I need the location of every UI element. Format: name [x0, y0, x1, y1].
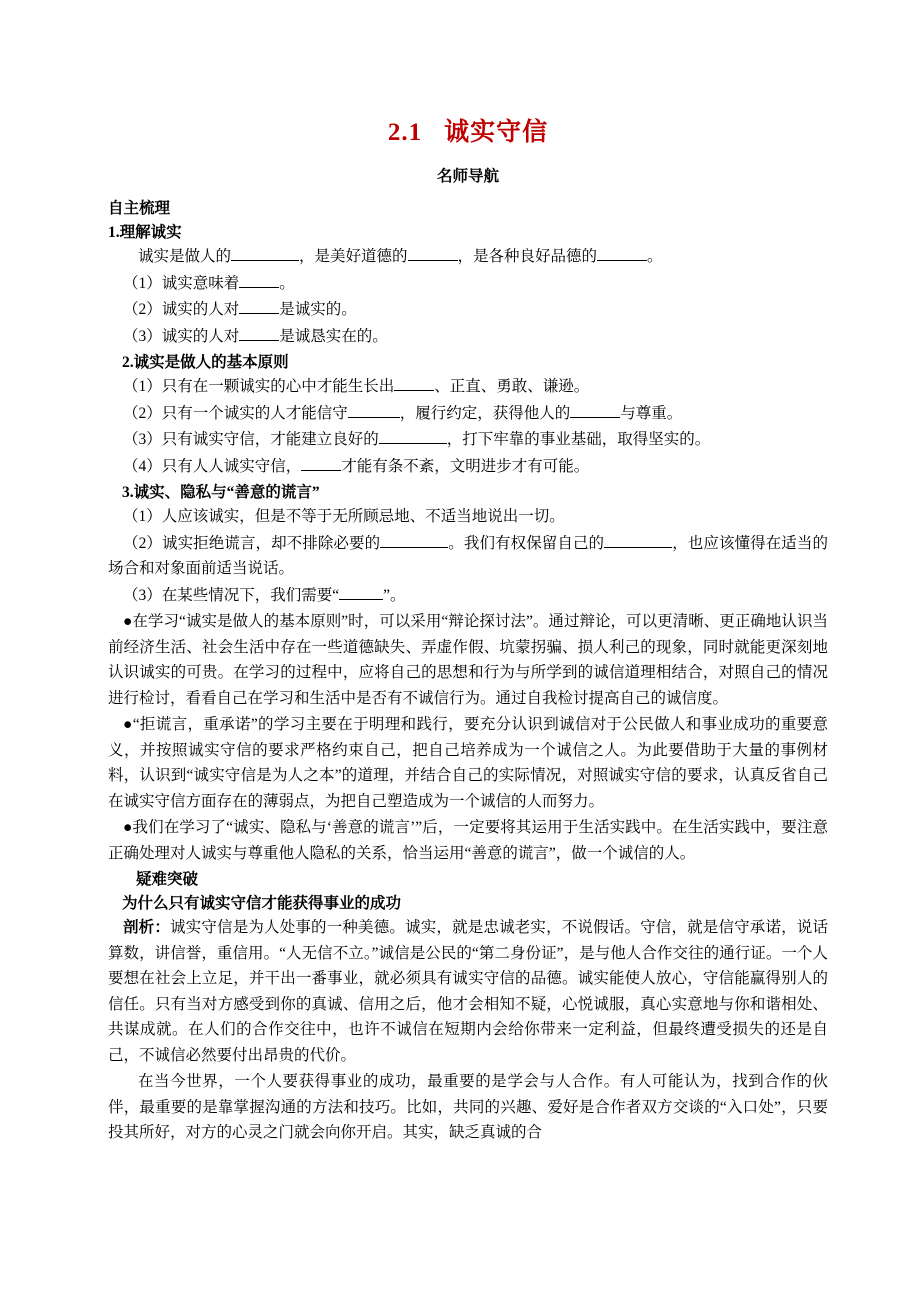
para-analysis-2: 在当今世界，一个人要获得事业的成功，最重要的是学会与人合作。有人可能认为，找到合作的伙伴，最重要的是靠掌握沟通的方法和技巧。比如，共同的兴趣、爱好是合作者双方交谈的“入口处”，只要投其所好，对方的心灵之门就会向你开启。其实，缺乏真诚的合 [108, 1073, 828, 1141]
title-number: 2.1 [387, 119, 423, 146]
para-honesty-2: （2）诚实的人对 是诚实的。 [123, 301, 357, 318]
blank-field[interactable] [408, 260, 458, 261]
para-bullet-3: ●我们在学习了“诚实、隐私与‘善意的谎言’”后，一定要将其运用于生活实践中。在生活实践中，要注意正确处理对人诚实与尊重他人隐私的关系，恰当运用“善意的谎言”，做一个诚信的人。 [108, 819, 828, 862]
heading-understand-honesty: 1.理解诚实 [108, 224, 182, 241]
title-text: 诚实守信 [444, 119, 549, 146]
para-principle-1: （1）只有在一颗诚实的心中才能生长出 、正直、勇敢、谦逊。 [123, 378, 590, 395]
blank-field[interactable] [394, 390, 434, 391]
para-bullet-2: ●“拒谎言，重承诺”的学习主要在于明理和践行，要充分认识到诚信对于公民做人和事业成功的重要意义，并按照诚实守信的要求严格约束自己，把自己培养成为一个诚信之人。为此要借助于大量的事例材料，认识到“诚实守信是为人之本”的道理，并结合自己的实际情况，对照诚实守信的要求，认真反省自己在诚实守信方面存在的薄弱点，为把自己塑造成为一个诚信的人而努力。 [108, 716, 828, 810]
blank-field[interactable] [239, 340, 279, 341]
para-principle-2: （2）只有一个诚实的人才能信守 ，履行约定，获得他人的 与尊重。 [123, 404, 683, 422]
heading-privacy-lies: 3.诚实、隐私与“善意的谎言” [122, 484, 320, 501]
page-title [108, 112, 828, 148]
para-privacy-2: （2）诚实拒绝谎言，却不排除必要的 。我们有权保留自己的 ，也应该懂得在适当的场合和对象面前适当说话。 [108, 534, 828, 577]
blank-field[interactable] [301, 470, 341, 471]
blank-field[interactable] [239, 287, 279, 288]
para-bullet-1: ●在学习“诚实是做人的基本原则”时，可以采用“辩论探讨法”。通过辩论，可以更清晰、更正确地认识当前经济生活、社会生活中存在一些道德缺失、弄虚作假、坑蒙拐骗、损人利己的现象，同时就能更深刻地认识诚实的可贵。在学习的过程中，应将自己的思想和行为与所学到的诚信道理相结合，对照自己的情况进行检讨，看看自己在学习和生活中是否有不诚信行为。通过自我检讨提高自己的诚信度。 [108, 613, 828, 707]
heading-self-study: 自主梳理 [108, 200, 171, 217]
para-privacy-1: （1）人应该诚实，但是不等于无所顾忌地、不适当地说出一切。 [123, 508, 565, 525]
heading-why-success: 为什么只有诚实守信才能获得事业的成功 [122, 895, 402, 912]
blank-field[interactable] [570, 417, 620, 418]
blank-field[interactable] [348, 417, 400, 418]
analysis-label: 剖析： [123, 919, 171, 936]
para-honesty-3: （3）诚实的人对 是诚恳实在的。 [123, 327, 388, 345]
blank-field[interactable] [597, 260, 647, 261]
para-honesty-intro: 诚实是做人的 ，是美好道德的 ，是各种良好品德的 。 [138, 248, 663, 265]
para-principle-4: （4）只有人人诚实守信， 才能有条不紊，文明进步才有可能。 [123, 457, 590, 475]
guide-title: 名师导航 [436, 168, 499, 185]
blank-field[interactable] [379, 443, 447, 444]
para-honesty-1: （1）诚实意味着 。 [123, 274, 295, 292]
para-analysis-1: 剖析：诚实守信是为人处事的一种美德。诚实，就是忠诚老实，不说假话。守信，就是信守承诺，说话算数，讲信誉，重信用。“人无信不立。”诚信是公民的“第二身份证”，是与他人合作交往的通行证。一个人要想在社会上立足，并干出一番事业，就必须具有诚实守信的品德。诚实能使人放心，守信能赢得别人的信任。只有当对方感受到你的真诚、信用之后，他才会相知不疑，心悦诚服，真心实意地与你和谐相处、共谋成就。在人们的合作交往中，也许不诚信在短期内会给你带来一定利益，但最终遭受损失的还是自己，不诚信必然要付出昂贵的代价。 [108, 919, 828, 1064]
blank-field[interactable] [380, 547, 448, 548]
blank-field[interactable] [604, 547, 672, 548]
heading-difficulty: 疑难突破 [136, 871, 199, 888]
blank-field[interactable] [239, 313, 279, 314]
blank-field[interactable] [339, 599, 383, 600]
para-principle-3: （3）只有诚实守信，才能建立良好的 ，打下牢靠的事业基础，取得坚实的。 [123, 431, 711, 448]
blank-field[interactable] [231, 260, 299, 261]
para-privacy-3: （3）在某些情况下，我们需要“ ”。 [123, 586, 406, 604]
heading-basic-principle: 2.诚实是做人的基本原则 [122, 354, 289, 371]
